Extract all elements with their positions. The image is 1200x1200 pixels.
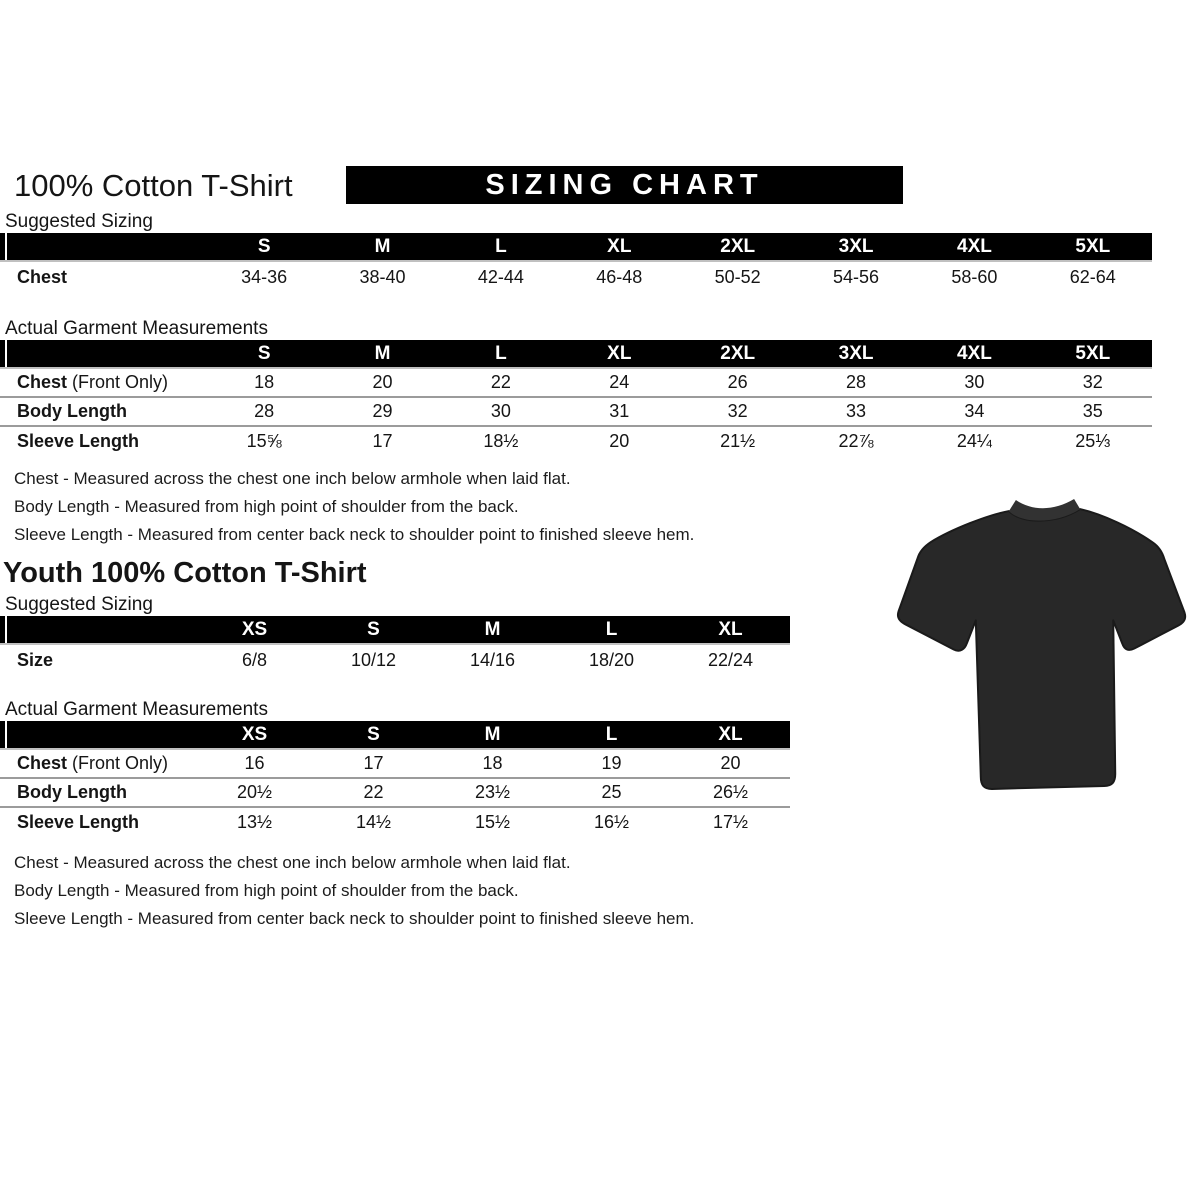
adult-suggested-sizing-label: Suggested Sizing bbox=[5, 211, 153, 232]
table-header-row bbox=[0, 616, 790, 644]
size-column-header: 2XL bbox=[679, 340, 797, 368]
measurement-cell: 34 bbox=[915, 397, 1033, 426]
measurement-cell: 22 bbox=[490, 372, 511, 392]
measurement-cell: 35 bbox=[1034, 397, 1152, 426]
measurement-note: Sleeve Length - Measured from center back neck to shoulder point to finished sleeve hem. bbox=[14, 909, 695, 928]
size-column-header: 4XL bbox=[915, 233, 1033, 261]
measurement-cell: 23½ bbox=[433, 778, 552, 807]
size-column-header: M bbox=[323, 340, 441, 368]
measurement-note: Chest - Measured across the chest one inch below armhole when laid flat. bbox=[14, 469, 571, 488]
size-column-header: S bbox=[205, 233, 323, 261]
size-column-header: 3XL bbox=[797, 340, 915, 368]
measurement-cell: 54-56 bbox=[833, 266, 880, 287]
table-header-row bbox=[0, 340, 1152, 368]
youth-measurement-notes bbox=[0, 849, 1200, 933]
measurement-cell: 25 bbox=[552, 778, 671, 807]
measurement-cell: 42-44 bbox=[477, 266, 524, 287]
size-column-header: M bbox=[433, 721, 552, 749]
measurement-cell: 25⅓ bbox=[1034, 426, 1152, 455]
adult-suggested-sizing-table bbox=[0, 233, 1152, 292]
black-tshirt-image bbox=[895, 487, 1187, 803]
table-header bbox=[0, 616, 790, 644]
table-row bbox=[0, 807, 790, 836]
measurement-note: Sleeve Length - Measured from center back neck to shoulder point to finished sleeve hem. bbox=[14, 525, 695, 544]
row-label: Chest (Front Only) bbox=[17, 372, 169, 392]
measurement-cell: 24 bbox=[609, 372, 630, 392]
measurement-cell: 30 bbox=[964, 372, 985, 392]
size-column-header: L bbox=[442, 233, 560, 261]
measurement-cell: 38-40 bbox=[359, 266, 406, 287]
table-header bbox=[0, 721, 790, 749]
table-corner-cell bbox=[0, 721, 195, 749]
sizing-chart-banner: SIZING CHART bbox=[346, 166, 903, 204]
measurement-cell: 24¼ bbox=[915, 426, 1033, 455]
size-column-header: XS bbox=[195, 721, 314, 749]
measurement-cell: 18 bbox=[482, 753, 503, 773]
size-column-header: 5XL bbox=[1034, 233, 1152, 261]
table-row bbox=[0, 261, 1152, 292]
tshirt-illustration bbox=[895, 487, 1187, 803]
measurement-cell: 22⅞ bbox=[797, 426, 915, 455]
page-title: 100% Cotton T-Shirt bbox=[14, 168, 293, 203]
table-corner-cell bbox=[0, 616, 195, 644]
table-row bbox=[0, 778, 790, 807]
size-column-header: L bbox=[552, 616, 671, 644]
table-header-row bbox=[0, 233, 1152, 261]
row-label: Body Length bbox=[0, 397, 205, 426]
measurement-cell: 22/24 bbox=[707, 649, 754, 670]
measurement-cell: 32 bbox=[1082, 372, 1103, 392]
measurement-cell: 58-60 bbox=[951, 266, 998, 287]
adult-actual-measurements-table bbox=[0, 340, 1152, 455]
measurement-cell: 19 bbox=[601, 753, 622, 773]
size-column-header: S bbox=[314, 721, 433, 749]
measurement-cell: 20 bbox=[560, 426, 678, 455]
size-column-header: XS bbox=[195, 616, 314, 644]
measurement-cell: 29 bbox=[323, 397, 441, 426]
page-header bbox=[0, 166, 1200, 206]
row-label: Chest bbox=[17, 266, 68, 287]
measurement-cell: 6/8 bbox=[241, 649, 268, 670]
size-column-header: S bbox=[205, 340, 323, 368]
youth-suggested-sizing-label: Suggested Sizing bbox=[5, 594, 153, 615]
size-column-header: M bbox=[323, 233, 441, 261]
size-column-header: M bbox=[433, 616, 552, 644]
measurement-cell: 18 bbox=[254, 372, 275, 392]
size-column-header: 5XL bbox=[1034, 340, 1152, 368]
row-label: Sleeve Length bbox=[0, 807, 195, 836]
table-header bbox=[0, 233, 1152, 261]
row-label: Body Length bbox=[0, 778, 195, 807]
measurement-cell: 15½ bbox=[433, 807, 552, 836]
measurement-cell: 16 bbox=[244, 753, 265, 773]
table-corner-cell bbox=[0, 233, 205, 261]
measurement-cell: 18/20 bbox=[588, 649, 635, 670]
measurement-cell: 20½ bbox=[195, 778, 314, 807]
measurement-cell: 17½ bbox=[671, 807, 790, 836]
measurement-cell: 17 bbox=[363, 753, 384, 773]
size-column-header: XL bbox=[560, 340, 678, 368]
table-row bbox=[0, 426, 1152, 455]
measurement-cell: 21½ bbox=[679, 426, 797, 455]
measurement-cell: 26½ bbox=[671, 778, 790, 807]
measurement-cell: 22 bbox=[314, 778, 433, 807]
measurement-cell: 15⅝ bbox=[205, 426, 323, 455]
size-column-header: XL bbox=[671, 616, 790, 644]
measurement-cell: 20 bbox=[720, 753, 741, 773]
youth-actual-measurements-table bbox=[0, 721, 790, 836]
table-row bbox=[0, 397, 1152, 426]
measurement-cell: 50-52 bbox=[714, 266, 761, 287]
measurement-cell: 10/12 bbox=[350, 649, 397, 670]
size-column-header: S bbox=[314, 616, 433, 644]
measurement-cell: 26 bbox=[727, 372, 748, 392]
measurement-cell: 28 bbox=[846, 372, 867, 392]
measurement-cell: 31 bbox=[560, 397, 678, 426]
measurement-cell: 28 bbox=[205, 397, 323, 426]
measurement-cell: 13½ bbox=[195, 807, 314, 836]
size-column-header: L bbox=[552, 721, 671, 749]
measurement-cell: 34-36 bbox=[241, 266, 288, 287]
row-label: Sleeve Length bbox=[0, 426, 205, 455]
size-column-header: 4XL bbox=[915, 340, 1033, 368]
measurement-note: Chest - Measured across the chest one inch below armhole when laid flat. bbox=[14, 853, 571, 872]
table-corner-cell bbox=[0, 340, 205, 368]
measurement-cell: 16½ bbox=[552, 807, 671, 836]
tshirt-body-shape bbox=[898, 509, 1185, 789]
measurement-note: Body Length - Measured from high point of shoulder from the back. bbox=[14, 881, 519, 900]
size-column-header: XL bbox=[671, 721, 790, 749]
youth-actual-measurements-label: Actual Garment Measurements bbox=[5, 699, 268, 720]
table-row bbox=[0, 644, 790, 675]
table-row bbox=[0, 368, 1152, 397]
youth-section-title: Youth 100% Cotton T-Shirt bbox=[3, 557, 367, 589]
adult-actual-measurements-label: Actual Garment Measurements bbox=[5, 318, 268, 339]
measurement-cell: 62-64 bbox=[1069, 266, 1116, 287]
size-column-header: L bbox=[442, 340, 560, 368]
size-column-header: 3XL bbox=[797, 233, 915, 261]
measurement-cell: 18½ bbox=[442, 426, 560, 455]
size-column-header: XL bbox=[560, 233, 678, 261]
measurement-cell: 33 bbox=[797, 397, 915, 426]
measurement-cell: 46-48 bbox=[596, 266, 643, 287]
measurement-cell: 14/16 bbox=[469, 649, 516, 670]
table-header-row bbox=[0, 721, 790, 749]
measurement-cell: 20 bbox=[372, 372, 393, 392]
table-row bbox=[0, 749, 790, 778]
row-label: Size bbox=[17, 649, 54, 670]
measurement-cell: 30 bbox=[442, 397, 560, 426]
measurement-cell: 32 bbox=[679, 397, 797, 426]
size-column-header: 2XL bbox=[679, 233, 797, 261]
table-header bbox=[0, 340, 1152, 368]
measurement-note: Body Length - Measured from high point of shoulder from the back. bbox=[14, 497, 519, 516]
youth-suggested-sizing-table bbox=[0, 616, 790, 675]
row-label: Chest (Front Only) bbox=[17, 753, 169, 773]
measurement-cell: 17 bbox=[323, 426, 441, 455]
measurement-cell: 14½ bbox=[314, 807, 433, 836]
